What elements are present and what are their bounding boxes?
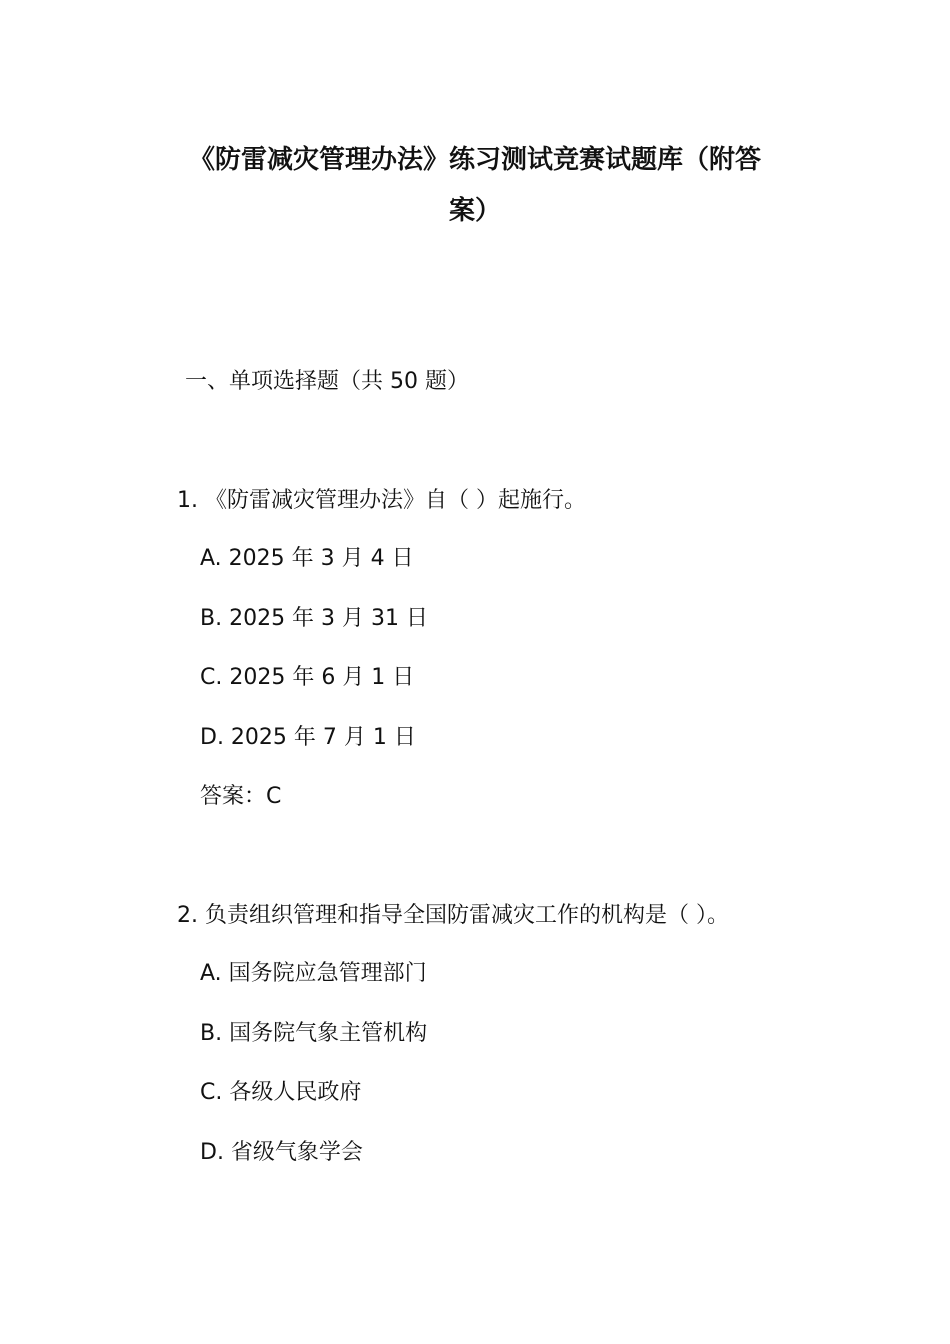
question-2-stem: 2. 负责组织管理和指导全国防雷减灾工作的机构是（ ）。 [177,903,729,928]
question-1-option-d: D. 2025 年 7 月 1 日 [200,725,416,750]
question-2-option-a: A. 国务院应急管理部门 [200,961,427,986]
document-title-line-2: 案） [448,196,501,226]
question-2-option-c: C. 各级人民政府 [200,1080,362,1105]
document-title-line-1: 《防雷减灾管理办法》练习测试竞赛试题库（附答 [188,145,761,175]
question-1-option-a: A. 2025 年 3 月 4 日 [200,546,414,571]
section-heading: 一、单项选择题（共 50 题） [185,369,469,394]
question-1-answer: 答案：C [200,784,282,809]
question-1-option-b: B. 2025 年 3 月 31 日 [200,606,429,631]
question-1-option-c: C. 2025 年 6 月 1 日 [200,665,415,690]
question-2-option-b: B. 国务院气象主管机构 [200,1021,428,1046]
question-2-option-d: D. 省级气象学会 [200,1140,363,1165]
question-1-stem: 1. 《防雷减灾管理办法》自（ ）起施行。 [177,488,586,513]
